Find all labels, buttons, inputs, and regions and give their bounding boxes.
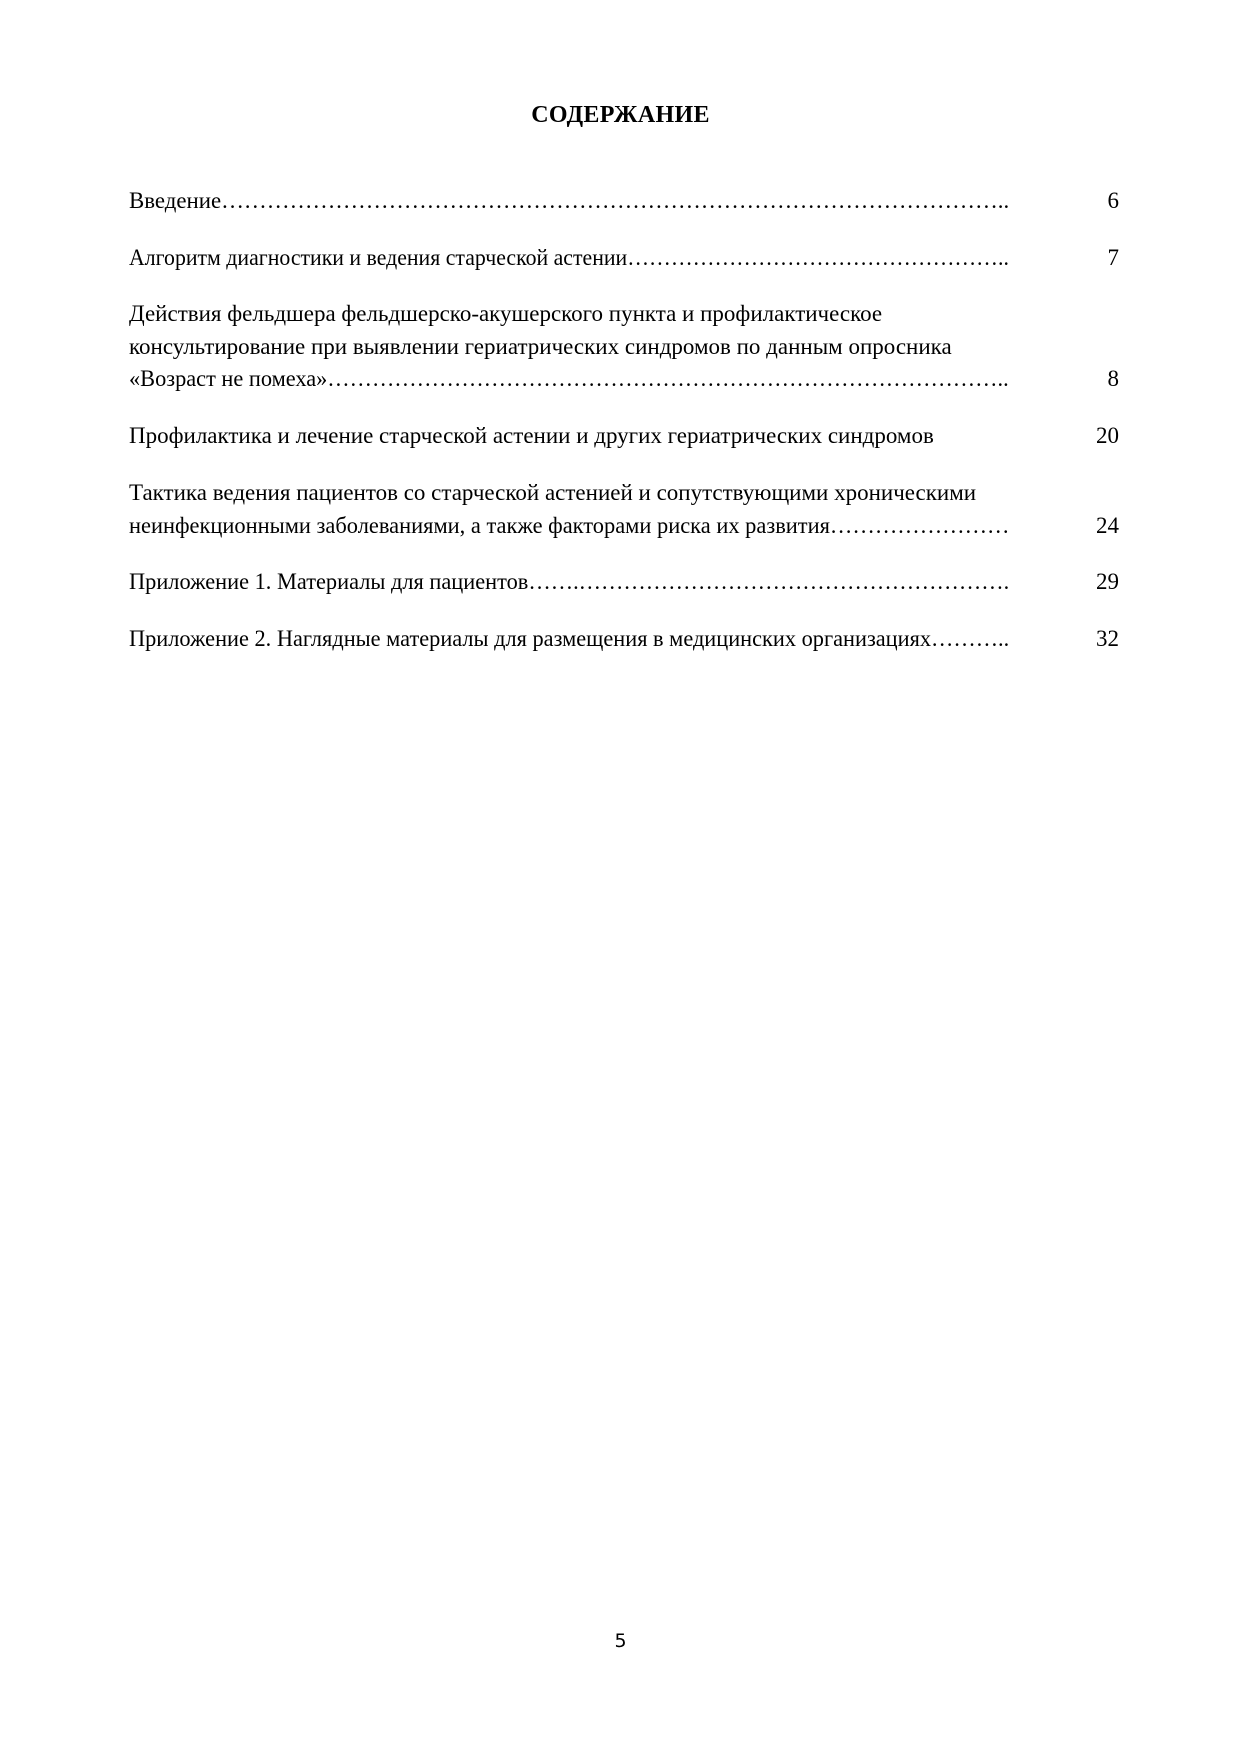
toc-entry-text: Профилактика и лечение старческой астении и других гериатрических синдромов <box>129 423 934 448</box>
toc-page-number: 32 <box>1096 626 1119 651</box>
page-title: СОДЕРЖАНИЕ <box>531 102 710 128</box>
toc-entry-text: Тактика ведения пациентов со старческой астенией и сопутствующими хроническими <box>129 480 977 505</box>
toc-entry-patient-tactics <box>129 477 1119 542</box>
toc-entry-prevention <box>129 420 1119 453</box>
toc-entry-text: Приложение 1. Материалы для пациентов…….…………………………………………………. <box>129 569 1010 594</box>
toc-page-number: 8 <box>1107 366 1119 391</box>
page-number: 5 <box>614 1630 627 1652</box>
toc-entry-text: Приложение 2. Наглядные материалы для размещения в медицинских организациях……….. <box>129 626 1010 651</box>
toc-page-number: 29 <box>1096 569 1119 594</box>
toc-entry-text: консультирование при выявлении гериатрических синдромов по данным опросника <box>129 333 952 359</box>
toc-page-number: 20 <box>1096 423 1119 448</box>
toc-page-number: 24 <box>1096 512 1119 538</box>
toc-entry-text: Действия фельдшера фельдшерско-акушерского пункта и профилактическое <box>129 301 883 326</box>
toc-entry-text: неинфекционными заболеваниями, а также факторами риска их развития…………………… <box>129 512 1010 538</box>
toc-entry-text: «Возраст не помеха»……………………………………………………………………………….. <box>129 366 1009 391</box>
toc-entry-text: Алгоритм диагностики и ведения старческой астении…………………………………………….. <box>129 245 1009 270</box>
toc-page-number: 7 <box>1107 245 1119 270</box>
toc-entry-algorithm <box>129 242 1119 275</box>
toc-entry-paramedic-actions <box>129 298 1119 396</box>
toc-page-number: 6 <box>1107 188 1119 213</box>
toc-entry-appendix-2 <box>129 623 1119 656</box>
toc-entry-introduction <box>129 185 1119 218</box>
toc-entry-text: Введение………………………………………………………………………………………….. <box>129 188 1010 213</box>
toc-entry-appendix-1 <box>129 566 1119 599</box>
